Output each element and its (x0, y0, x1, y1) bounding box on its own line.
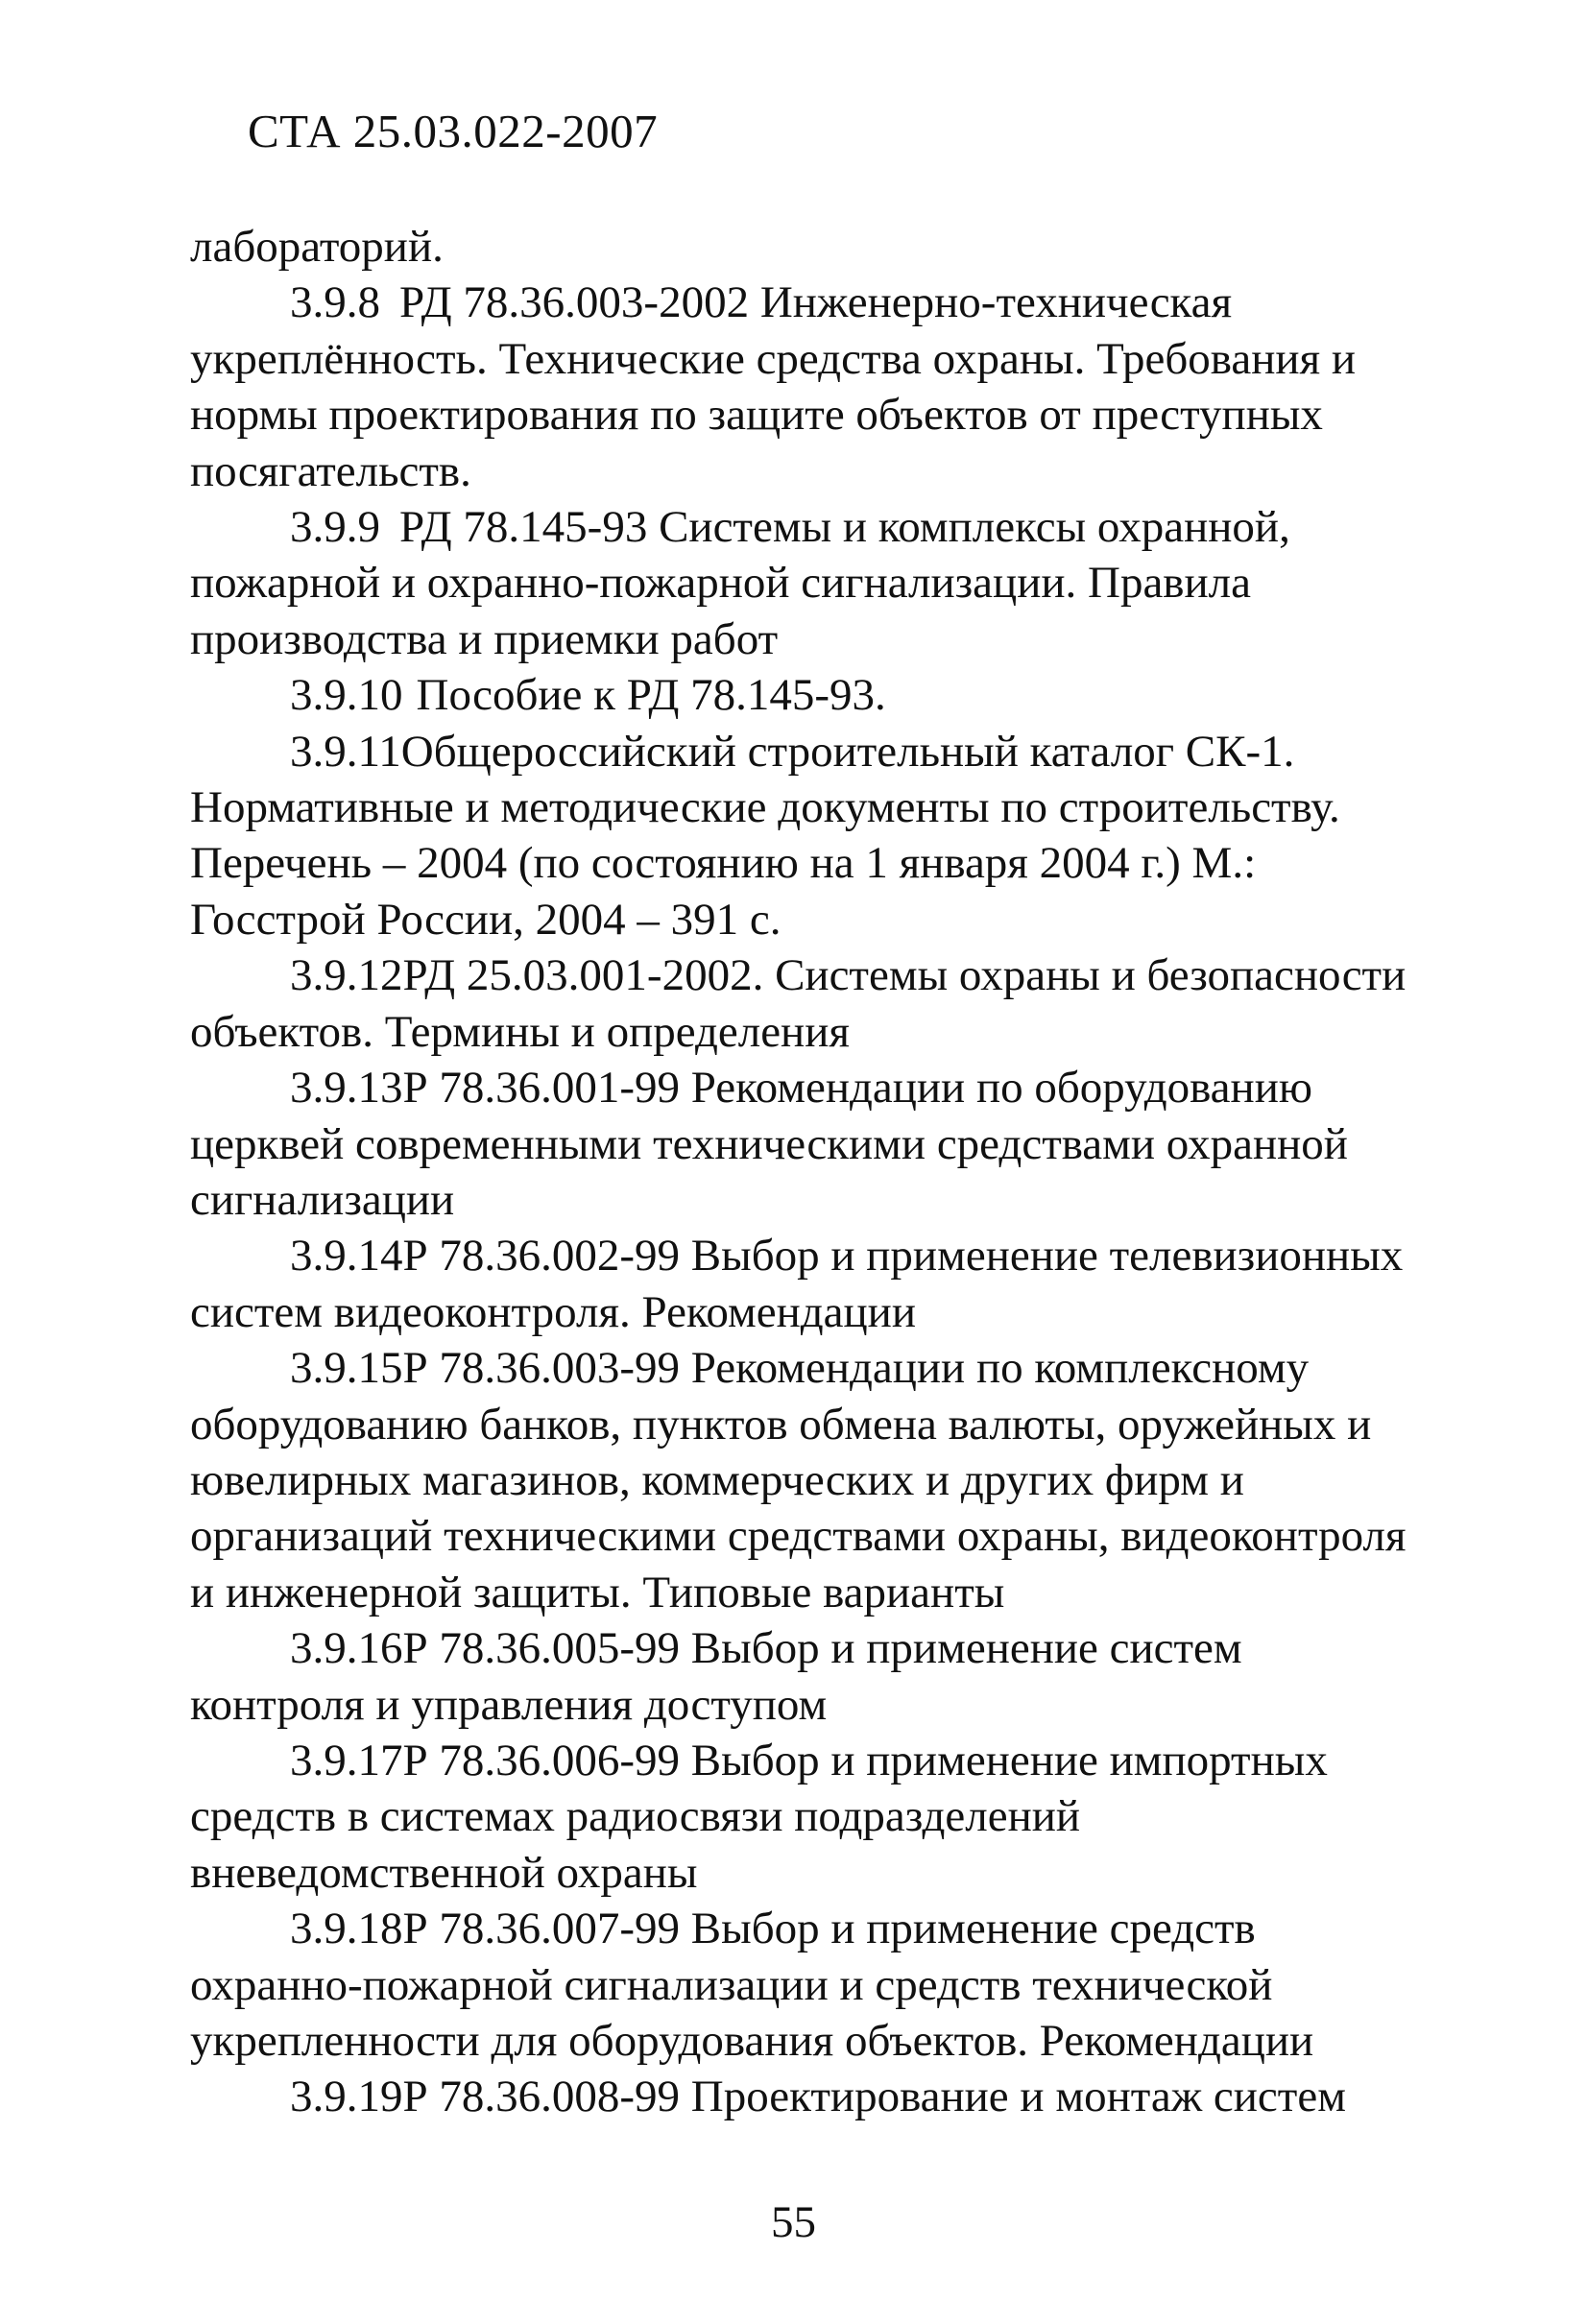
reference-list (190, 219, 1419, 2125)
entry-number: 3.9.15 (290, 1343, 403, 1394)
reference-entry-3-9-15 (190, 1340, 1419, 1620)
reference-entry-3-9-18 (190, 1901, 1419, 2069)
entry-number: 3.9.19 (290, 2072, 403, 2122)
continuation-line: лабораторий. (190, 222, 444, 272)
reference-entry-3-9-19 (190, 2069, 1419, 2124)
entry-number: 3.9.8 (290, 277, 380, 328)
entry-text: Пособие к РД 78.145-93. (416, 670, 886, 721)
entry-number: 3.9.16 (290, 1623, 403, 1674)
reference-entry-3-9-12 (190, 947, 1419, 1060)
entry-number: 3.9.11 (290, 726, 401, 777)
entry-text: Р 78.36.007-99 Выбор и применение средств охранно-пожарной сигнализации и средств технической укрепленности для оборудования объектов. Рекомендации (190, 1904, 1314, 2066)
reference-entry-3-9-9 (190, 499, 1419, 667)
entry-text: РД 78.36.003-2002 Инженерно-техническая укреплённость. Технические средства охраны. Требования и нормы проектирования по защите объектов от преступных посягательств. (190, 277, 1357, 496)
entry-text: Р 78.36.002-99 Выбор и применение телевизионных систем видеоконтроля. Рекомендации (190, 1231, 1404, 1337)
document-code-header: СТА 25.03.022-2007 (248, 105, 659, 157)
entry-number: 3.9.9 (290, 502, 380, 553)
entry-text: Р 78.36.003-99 Рекомендации по комплексному оборудованию банков, пунктов обмена валюты, оружейных и ювелирных магазинов, коммерческих и других фирм и организаций техническими средствами охраны, видеоконтроля и инженерной защиты. Типовые варианты (190, 1343, 1407, 1617)
page-number: 55 (771, 2197, 816, 2247)
entry-number: 3.9.13 (290, 1063, 403, 1114)
reference-entry-3-9-10 (190, 667, 1419, 723)
entry-text: Р 78.36.008-99 Проектирование и монтаж систем (402, 2072, 1346, 2122)
reference-entry-3-9-17 (190, 1733, 1419, 1901)
entry-text: Р 78.36.006-99 Выбор и применение импортных средств в системах радиосвязи подразделений вневедомственной охраны (190, 1735, 1328, 1898)
entry-text: Р 78.36.001-99 Рекомендации по оборудованию церквей современными техническими средствами охранной сигнализации (190, 1063, 1348, 1225)
reference-entry-3-9-16 (190, 1620, 1419, 1733)
entry-number: 3.9.18 (290, 1904, 403, 1954)
reference-entry-3-9-14 (190, 1228, 1419, 1340)
entry-number: 3.9.17 (290, 1735, 403, 1785)
reference-entry-3-9-8 (190, 275, 1419, 499)
entry-number: 3.9.10 (290, 670, 403, 721)
reference-entry-3-9-13 (190, 1060, 1419, 1228)
entry-text: РД 78.145-93 Системы и комплексы охранной, пожарной и охранно-пожарной сигнализации. Правила производства и приемки работ (190, 502, 1290, 664)
entry-number: 3.9.14 (290, 1231, 403, 1282)
entry-number: 3.9.12 (290, 950, 403, 1001)
entry-text: Общероссийский строительный каталог СК-1. Нормативные и методические документы по строительству. Перечень – 2004 (по состоянию на 1 января 2004 г.) М.: Госстрой России, 2004 – 391 с. (190, 726, 1340, 945)
entry-text: Р 78.36.005-99 Выбор и применение систем контроля и управления доступом (190, 1623, 1242, 1730)
entry-text: РД 25.03.001-2002. Системы охраны и безопасности объектов. Термины и определения (190, 950, 1407, 1057)
reference-entry-3-9-11 (190, 724, 1419, 948)
